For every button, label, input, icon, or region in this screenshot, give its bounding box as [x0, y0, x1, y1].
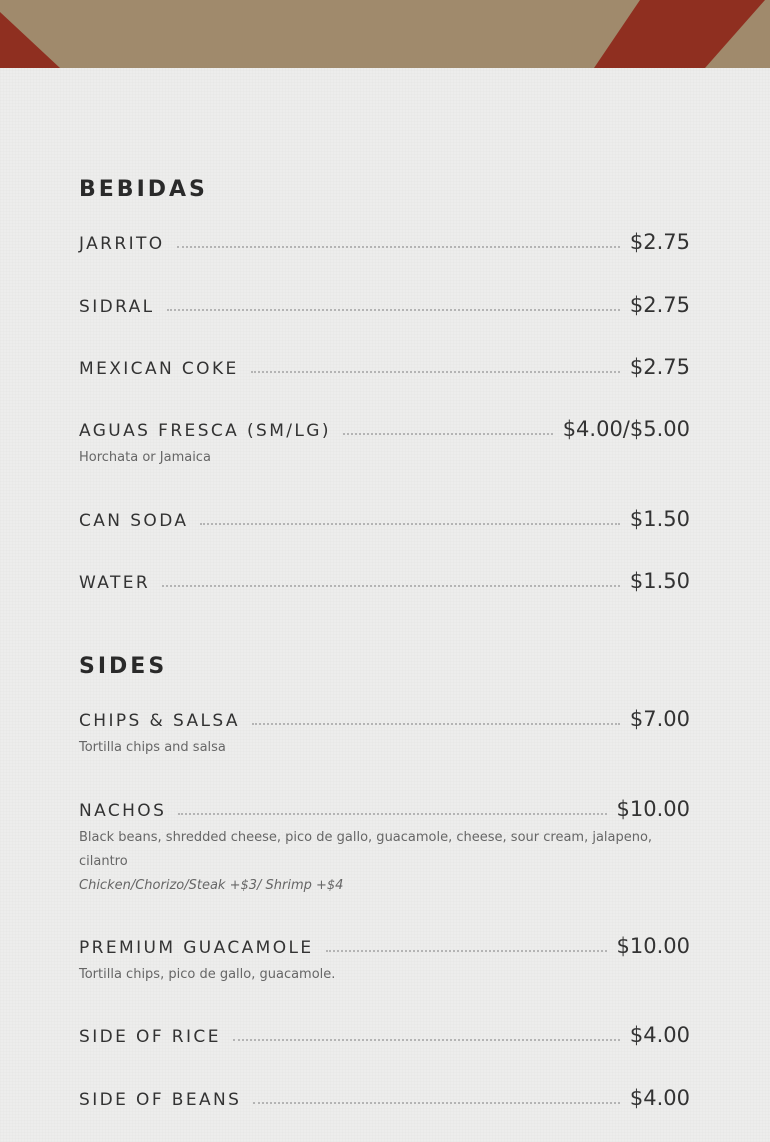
menu-item-mexican-coke	[79, 355, 690, 385]
dotted-leader	[253, 1101, 620, 1104]
menu-item-jarrito	[79, 230, 690, 260]
item-name: MEXICAN COKE	[79, 359, 239, 379]
dotted-leader	[252, 722, 620, 725]
right-stripe	[594, 0, 765, 68]
item-price: $1.50	[629, 507, 690, 531]
item-name: SIDE OF BEANS	[79, 1090, 242, 1110]
item-description: Horchata or Jamaica	[79, 450, 211, 465]
item-price: $4.00	[629, 1086, 690, 1110]
header-banner	[0, 0, 770, 68]
dotted-leader	[178, 812, 606, 815]
dotted-leader	[177, 245, 620, 248]
item-price: $1.50	[629, 569, 690, 593]
item-name: NACHOS	[79, 801, 167, 821]
left-stripe	[0, 12, 60, 68]
item-name: SIDE OF RICE	[79, 1027, 221, 1047]
item-price: $10.00	[616, 797, 690, 821]
item-price: $2.75	[629, 293, 690, 317]
menu-page	[0, 68, 770, 1142]
menu-item-sidral	[79, 293, 690, 323]
dotted-leader	[251, 370, 620, 373]
menu-item-aguas-fresca	[79, 417, 690, 470]
item-name: CHIPS & SALSA	[79, 711, 240, 731]
menu-item-side-of-rice	[79, 1023, 690, 1053]
menu-item-water	[79, 569, 690, 599]
menu-item-side-of-beans	[79, 1086, 690, 1116]
item-name: CAN SODA	[79, 511, 189, 531]
item-price: $7.00	[629, 707, 690, 731]
item-price: $2.75	[629, 355, 690, 379]
menu-item-nachos	[79, 797, 690, 898]
section-title-sides: SIDES	[79, 654, 168, 679]
section-title-bebidas: BEBIDAS	[79, 177, 208, 202]
dotted-leader	[167, 308, 620, 311]
dotted-leader	[162, 584, 620, 587]
item-price: $4.00	[629, 1023, 690, 1047]
menu-item-can-soda	[79, 507, 690, 537]
dotted-leader	[326, 949, 607, 952]
item-name: AGUAS FRESCA (SM/LG)	[79, 421, 331, 441]
dotted-leader	[343, 432, 553, 435]
item-price: $4.00/$5.00	[562, 417, 690, 441]
item-addons: Chicken/Chorizo/Steak +$3/ Shrimp +$4	[79, 878, 344, 893]
item-name: WATER	[79, 573, 151, 593]
dotted-leader	[233, 1038, 620, 1041]
item-description: Tortilla chips and salsa	[79, 740, 226, 755]
item-description: Black beans, shredded cheese, pico de gallo, guacamole, cheese, sour cream, jalapeno, cilantro	[79, 830, 653, 869]
menu-item-premium-guacamole	[79, 934, 690, 987]
item-price: $2.75	[629, 230, 690, 254]
item-name: PREMIUM GUACAMOLE	[79, 938, 314, 958]
dotted-leader	[200, 522, 619, 525]
item-name: SIDRAL	[79, 297, 155, 317]
item-description: Tortilla chips, pico de gallo, guacamole.	[79, 967, 336, 982]
item-price: $10.00	[616, 934, 690, 958]
decorative-stripes	[0, 0, 770, 68]
menu-item-chips-salsa	[79, 707, 690, 760]
item-name: JARRITO	[79, 234, 165, 254]
